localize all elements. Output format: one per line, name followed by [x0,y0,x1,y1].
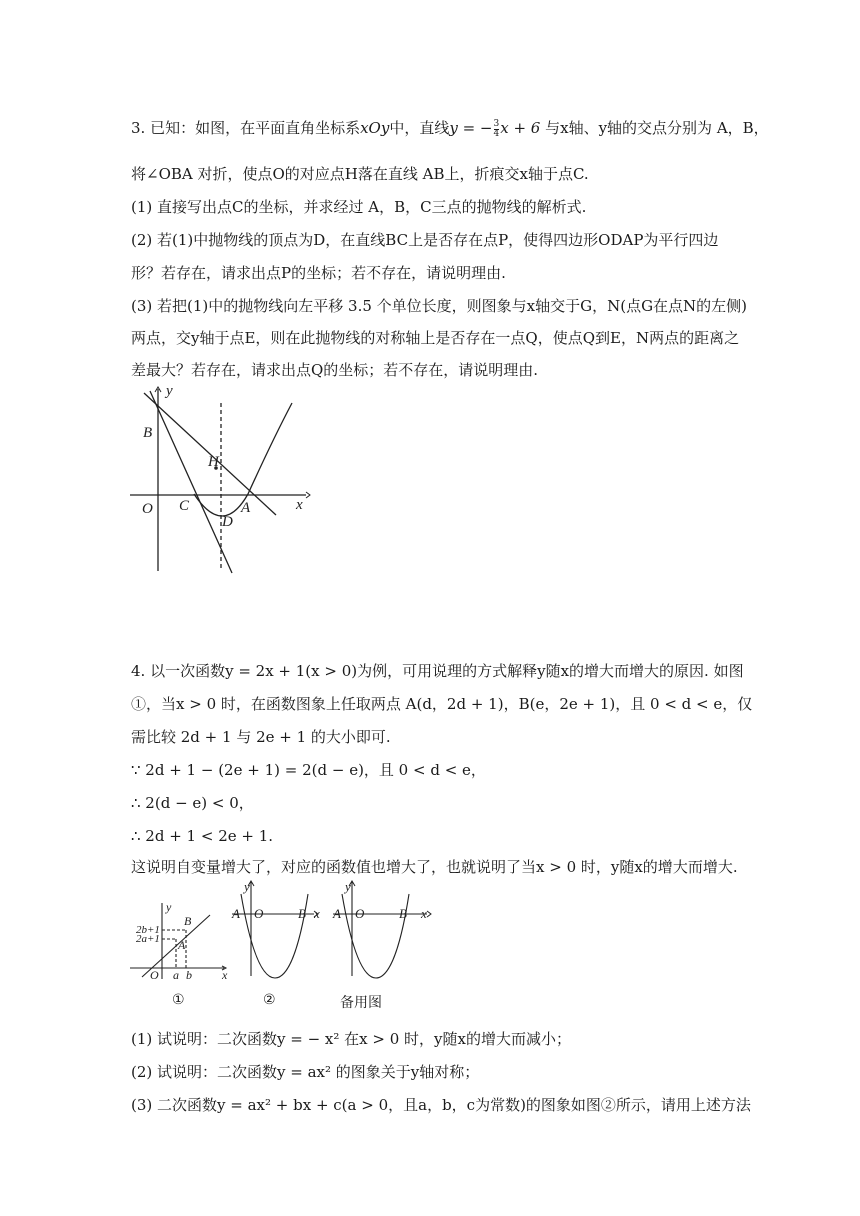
p3-question-3a: (3) 若把(1)中的抛物线向左平移 3.5 个单位长度，则图象与x轴交于G，N(点G在点N的左侧) [131,297,748,315]
fig3-label-y: y [345,879,351,894]
p4-figure-2 [230,878,330,980]
fig1-label-b: B [184,914,192,928]
p3-line1-b: 中，直线 [389,119,450,137]
p4-figure-1 [128,899,238,981]
p3-label-y: y [166,383,173,399]
p3-x-arrow [306,492,310,498]
p3-question-3b: 两点，交y轴于点E，则在此抛物线的对称轴上是否存在一点Q，使点Q到E，N两点的距离之 [131,329,740,347]
p3-label-d: D [222,514,233,530]
fig3-label-a: A [333,906,341,921]
fig1-label-2b1: 2b+1 [136,924,160,936]
fig2-label-o: O [254,906,264,921]
p3-figure [128,383,318,575]
p3-eq-a: y = − [449,119,493,137]
p3-eq-b: x + 6 [500,119,541,137]
fig2-label-y: y [244,879,250,894]
p3-question-3c: 差最大？若存在，请求出点Q的坐标；若不存在，请说明理由. [131,361,539,379]
fig1-label-a-lower: a [173,968,179,981]
p4-line3: 需比较 2d + 1 与 2e + 1 的大小即可. [131,728,391,746]
fig1-label-y: y [166,900,172,914]
fig1-label-b-lower: b [186,968,192,981]
p4-question-1: (1) 试说明：二次函数y = − x² 在x > 0 时，y随x的增大而减小； [131,1030,571,1048]
p4-step1: ∵ 2d + 1 − (2e + 1) = 2(d − e)，且 0 < d < e， [131,761,486,779]
fig3-caption: 备用图 [340,995,382,1011]
p3-label-x: x [296,497,303,513]
fig3-x-arrow [427,911,431,917]
fig3-label-o: O [355,906,365,921]
p4-line1: 4. 以一次函数y = 2x + 1(x > 0)为例，可用说理的方式解释y随x的增大而增大的原因. 如图 [131,662,744,680]
p3-line1-c: 与x轴、y轴的交点分别为 A，B， [540,119,769,137]
p4-line2: ①，当x > 0 时，在函数图象上任取两点 A(d，2d + 1)，B(e，2e + 1)，且 0 < d < e，仅 [131,695,753,713]
fig2-caption: ② [263,992,276,1008]
p3-label-a: A [241,500,251,516]
p4-figure-spare [331,878,441,980]
p3-frac-num: 3 [493,118,500,129]
p3-line1 [131,117,769,139]
p4-step4: 这说明自变量增大了，对应的函数值也增大了，也就说明了当x > 0 时，y随x的增大而增大. [131,858,738,876]
p3-label-h: H [208,454,219,470]
p3-var-xoy: xOy [360,119,390,137]
p3-label-b: B [143,425,153,441]
fig3-label-x: x [421,906,427,921]
fig1-label-o: O [150,968,159,981]
p3-line1-a: 3. 已知：如图，在平面直角坐标系 [131,119,361,137]
fig3-label-b: B [399,906,407,921]
p3-label-c: C [179,498,190,514]
fig2-label-x: x [314,906,320,921]
fig1-label-x: x [222,968,228,981]
p4-question-3: (3) 二次函数y = ax² + bx + c(a > 0，且a，b，c为常数)的图象如图②所示，请用上述方法 [131,1096,751,1114]
p3-line2: 将∠OBA 对折，使点O的对应点H落在直线 AB上，折痕交x轴于点C. [131,165,589,183]
p3-question-2a: (2) 若(1)中抛物线的顶点为D，在直线BC上是否存在点P，使得四边形ODAP为平行四边 [131,231,719,249]
p4-question-2: (2) 试说明：二次函数y = ax² 的图象关于y轴对称； [131,1063,480,1081]
fig2-label-b: B [298,906,306,921]
p3-question-1: (1) 直接写出点C的坐标，并求经过 A，B，C三点的抛物线的解析式. [131,198,587,216]
p4-step2: ∴ 2(d − e) < 0， [131,794,254,812]
p4-step3: ∴ 2d + 1 < 2e + 1. [131,827,274,845]
fig2-label-a: A [232,906,240,921]
p3-frac-den: 4 [493,128,500,139]
p3-line-bc [150,391,232,573]
fig1-caption: ① [172,992,185,1008]
p3-question-2b: 形？若存在，请求出点P的坐标；若不存在，请说明理由. [131,264,506,282]
fig1-label-2a1: 2a+1 [136,933,160,945]
p3-label-o: O [142,501,153,517]
fig1-label-a: A [178,938,186,952]
p3-fraction [494,120,500,139]
